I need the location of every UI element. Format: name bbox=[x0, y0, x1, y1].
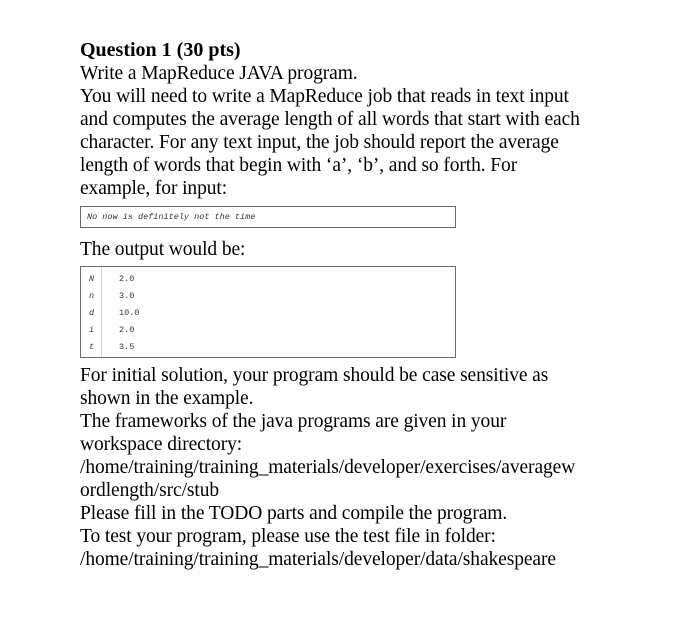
intro-line-3: character. For any text input, the job should report the average bbox=[80, 132, 559, 153]
output-value: 3.5 bbox=[119, 342, 135, 352]
instruction-line: workspace directory: bbox=[80, 434, 243, 455]
output-value: 3.0 bbox=[119, 291, 135, 301]
instruction-line: Please fill in the TODO parts and compile the program. bbox=[80, 503, 508, 524]
example-input-box bbox=[80, 206, 456, 228]
output-value: 2.0 bbox=[119, 274, 135, 284]
example-input-text: No now is definitely not the time bbox=[87, 212, 256, 222]
instruction-path-line: /home/training/training_materials/developer/data/shakespeare bbox=[80, 549, 556, 570]
instructions bbox=[80, 364, 680, 571]
output-key: t bbox=[89, 342, 95, 352]
intro-line-2: and computes the average length of all words that start with each bbox=[80, 109, 580, 130]
output-value: 2.0 bbox=[119, 325, 135, 335]
output-row bbox=[81, 305, 455, 322]
question-title: Question 1 (30 pts) bbox=[80, 39, 241, 61]
instruction-line: shown in the example. bbox=[80, 388, 254, 409]
example-output-box bbox=[80, 266, 456, 358]
instruction-path-line: /home/training/training_materials/developer/exercises/averagew bbox=[80, 457, 576, 478]
instruction-line: The frameworks of the java programs are given in your bbox=[80, 411, 507, 432]
output-key: n bbox=[89, 291, 95, 301]
output-label: The output would be: bbox=[80, 239, 246, 260]
output-row bbox=[81, 271, 455, 288]
output-key: d bbox=[89, 308, 95, 318]
intro-line-1: You will need to write a MapReduce job that reads in text input bbox=[80, 86, 569, 107]
instruction-path-line: ordlength/src/stub bbox=[80, 480, 220, 501]
output-key: i bbox=[89, 325, 95, 335]
question-document bbox=[80, 38, 680, 571]
output-key: N bbox=[89, 274, 95, 284]
output-value: 10.0 bbox=[119, 308, 140, 318]
output-row bbox=[81, 339, 455, 356]
question-line-1: Write a MapReduce JAVA program. bbox=[80, 63, 358, 84]
intro-line-5: example, for input: bbox=[80, 178, 228, 199]
instruction-line: To test your program, please use the test file in folder: bbox=[80, 526, 496, 547]
output-row bbox=[81, 322, 455, 339]
output-row bbox=[81, 288, 455, 305]
intro-line-4: length of words that begin with ‘a’, ‘b’, and so forth. For bbox=[80, 155, 518, 176]
instruction-line: For initial solution, your program should be case sensitive as bbox=[80, 365, 549, 386]
